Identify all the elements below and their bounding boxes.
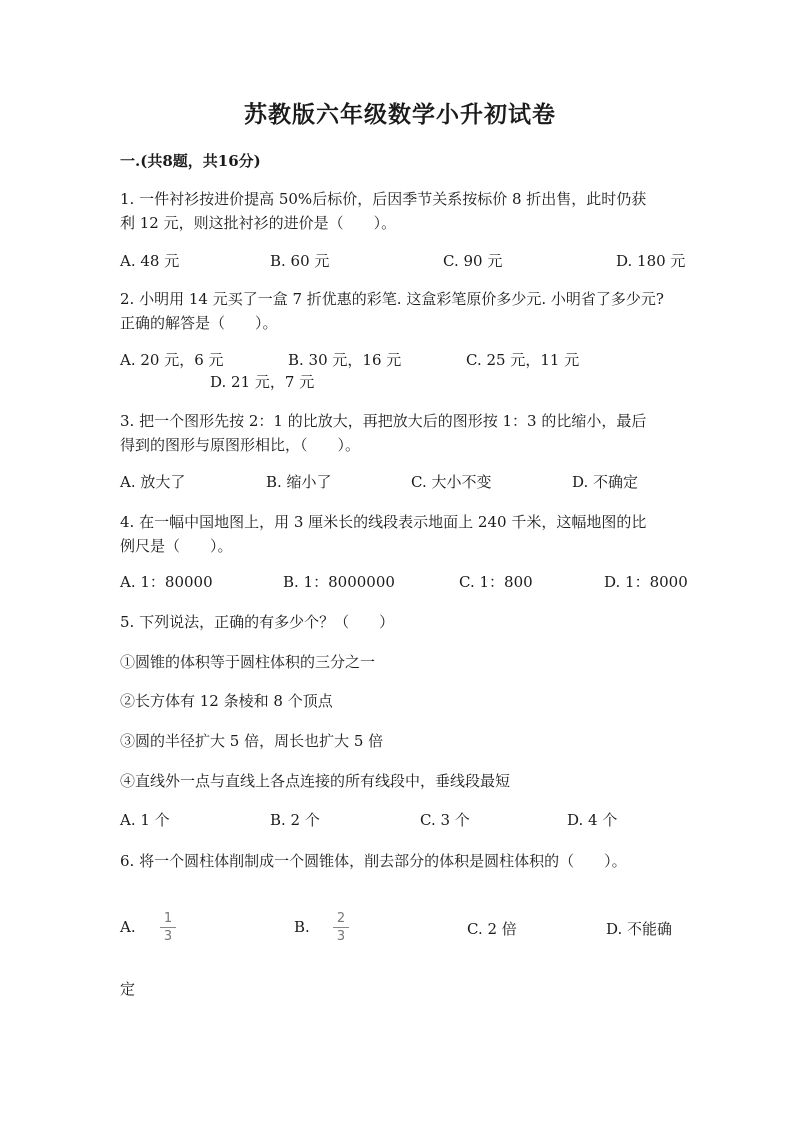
section-heading: 一.(共8题，共16分) [120,152,261,170]
fraction-a-denominator: 3 [163,929,173,944]
question-6-option-d-wrap: 定 [120,980,136,998]
question-5-statement-4: ④直线外一点与直线上各点连接的所有线段中，垂线段最短 [120,772,511,790]
question-6-option-c: C. 2 倍 [467,920,517,938]
page-title: 苏教版六年级数学小升初试卷 [244,101,556,128]
question-1-option-c: C. 90 元 [443,252,503,270]
question-4-option-d: D. 1：8000 [604,573,688,591]
question-4-option-b: B. 1：8000000 [283,573,395,591]
fraction-b-denominator: 3 [336,929,346,944]
question-4-option-c: C. 1：800 [459,573,533,591]
question-1-line-2: 利 12 元，则这批衬衫的进价是（ ）。 [120,214,397,232]
question-1-option-d: D. 180 元 [616,252,686,270]
question-5-option-a: A. 1 个 [120,811,170,829]
question-6-option-a: A. [120,918,136,936]
question-4-line-1: 4. 在一幅中国地图上，用 3 厘米长的线段表示地面上 240 千米，这幅地图的比 [120,513,647,531]
fraction-a-bar [160,927,176,928]
question-5-statement-3: ③圆的半径扩大 5 倍，周长也扩大 5 倍 [120,732,384,750]
question-5-line-1: 5. 下列说法，正确的有多少个？（ ） [120,613,395,631]
question-3-option-d: D. 不确定 [572,473,639,491]
question-5-statement-1: ①圆锥的体积等于圆柱体积的三分之一 [120,653,376,671]
question-2-option-b: B. 30 元，16 元 [288,351,402,369]
question-6-fraction-b [333,911,349,944]
question-2-option-a: A. 20 元，6 元 [120,351,224,369]
question-6-option-b: B. [294,918,310,936]
question-2-line-1: 2. 小明用 14 元买了一盒 7 折优惠的彩笔. 这盒彩笔原价多少元. 小明省了多少元? [120,290,664,308]
question-4-option-a: A. 1：80000 [120,573,213,591]
fraction-b-numerator: 2 [336,911,346,926]
question-3-option-a: A. 放大了 [120,473,186,491]
fraction-a-numerator: 1 [163,911,173,926]
question-1-line-1: 1. 一件衬衫按进价提高 50%后标价，后因季节关系按标价 8 折出售，此时仍获 [120,190,647,208]
question-3-line-1: 3. 把一个图形先按 2：1 的比放大，再把放大后的图形按 1：3 的比缩小，最后 [120,412,647,430]
question-5-statement-2: ②长方体有 12 条棱和 8 个顶点 [120,692,333,710]
question-1-option-a: A. 48 元 [120,252,180,270]
question-6-line-1: 6. 将一个圆柱体削制成一个圆锥体，削去部分的体积是圆柱体积的（ ）。 [120,852,627,870]
fraction-b-bar [333,927,349,928]
question-3-line-2: 得到的图形与原图形相比，（ ）。 [120,436,361,454]
question-2-option-d: D. 21 元，7 元 [210,373,315,391]
question-4-line-2: 例尺是（ ）。 [120,537,233,555]
question-3-option-b: B. 缩小了 [266,473,332,491]
question-5-option-b: B. 2 个 [270,811,320,829]
question-3-option-c: C. 大小不变 [411,473,492,491]
question-6-option-d: D. 不能确 [606,920,673,938]
question-1-option-b: B. 60 元 [270,252,330,270]
question-5-option-d: D. 4 个 [567,811,618,829]
question-2-line-2: 正确的解答是（ ）。 [120,314,278,332]
question-5-option-c: C. 3 个 [420,811,470,829]
question-6-fraction-a [160,911,176,944]
question-2-option-c: C. 25 元，11 元 [466,351,580,369]
